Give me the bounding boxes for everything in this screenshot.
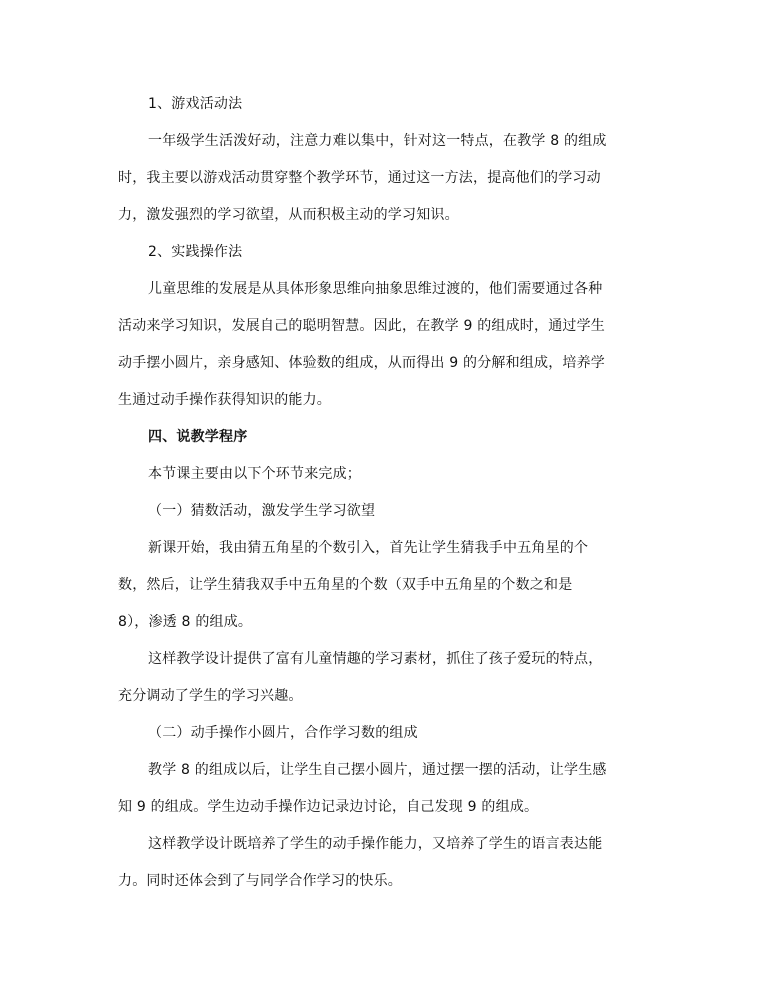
paragraph-line: 充分调动了学生的学习兴趣。 <box>118 688 303 704</box>
paragraph-line: 时，我主要以游戏活动贯穿整个教学环节，通过这一方法，提高他们的学习动 <box>118 170 601 186</box>
paragraph-line: 力。同时还体会到了与同学合作学习的快乐。 <box>118 873 402 889</box>
paragraph-line: 数，然后，让学生猜我双手中五角星的个数（双手中五角星的个数之和是 <box>118 577 573 593</box>
paragraph-line: 力，激发强烈的学习欲望，从而积极主动的学习知识。 <box>118 207 459 223</box>
subheading-guess-activity: （一）猜数活动，激发学生学习欲望 <box>148 503 376 519</box>
paragraph-line: 这样教学设计提供了富有儿童情趣的学习素材，抓住了孩子爱玩的特点， <box>148 651 603 667</box>
heading-game-method: 1、游戏活动法 <box>148 96 243 112</box>
paragraph-line: 知 9 的组成。学生边动手操作边记录边讨论，自己发现 9 的组成。 <box>118 799 539 815</box>
paragraph-line: 生通过动手操作获得知识的能力。 <box>118 392 331 408</box>
heading-practice-method: 2、实践操作法 <box>148 244 243 260</box>
paragraph-line: 活动来学习知识，发展自己的聪明智慧。因此，在教学 9 的组成时，通过学生 <box>118 318 606 334</box>
paragraph-line: 8），渗透 8 的组成。 <box>118 614 253 630</box>
paragraph-line: 一年级学生活泼好动，注意力难以集中，针对这一特点，在教学 8 的组成 <box>148 133 607 149</box>
paragraph-line: 本节课主要由以下个环节来完成； <box>148 466 361 482</box>
paragraph-line: 教学 8 的组成以后，让学生自己摆小圆片，通过摆一摆的活动，让学生感 <box>148 762 607 778</box>
paragraph-line: 这样教学设计既培养了学生的动手操作能力，又培养了学生的语言表达能 <box>148 836 603 852</box>
paragraph-line: 儿童思维的发展是从具体形象思维向抽象思维过渡的，他们需要通过各种 <box>148 281 603 297</box>
paragraph-line: 新课开始，我由猜五角星的个数引入，首先让学生猜我手中五角星的个 <box>148 540 589 556</box>
paragraph-line: 动手摆小圆片，亲身感知、体验数的组成，从而得出 9 的分解和组成，培养学 <box>118 355 606 371</box>
subheading-hands-on-disks: （二）动手操作小圆片，合作学习数的组成 <box>148 725 418 741</box>
section-heading-teaching-procedure: 四、说教学程序 <box>148 429 248 445</box>
